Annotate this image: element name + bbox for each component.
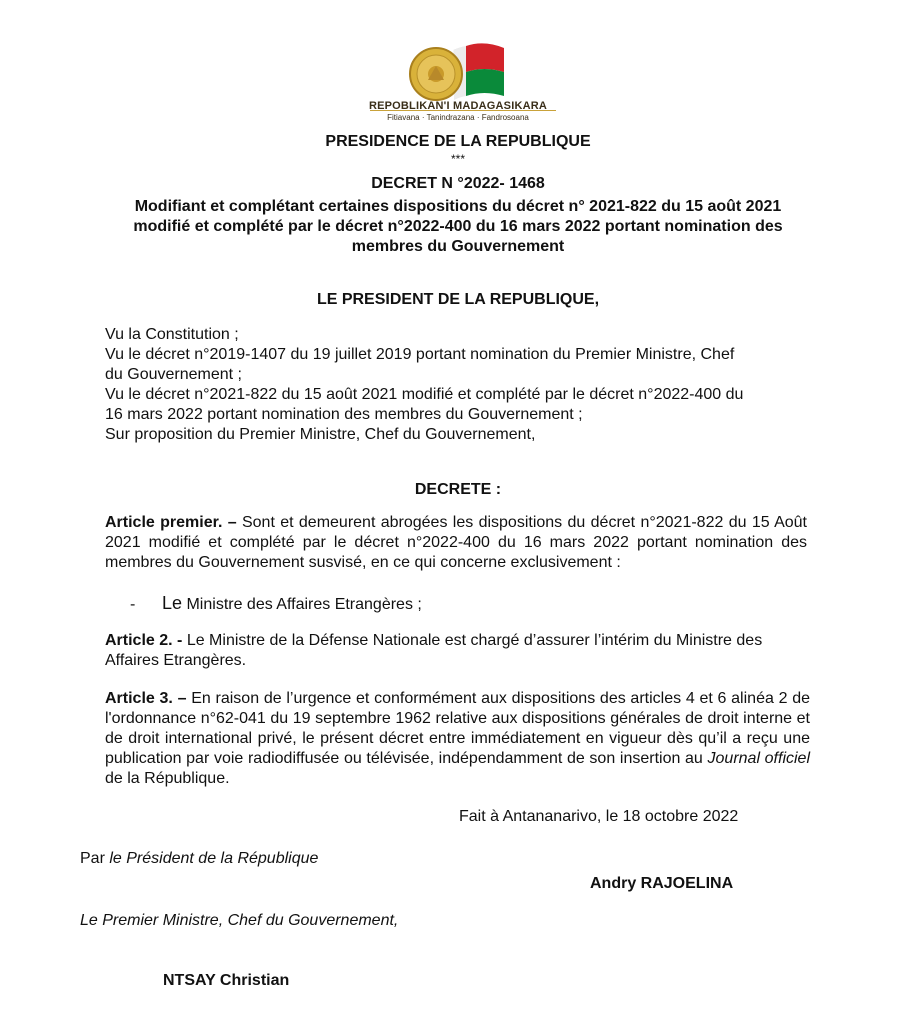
list-item-first-word: Le: [162, 593, 183, 613]
article-3-text: En raison de l’urgence et conformément aux dispositions des articles 4 et 6 alinéa 2 de l'ordonnance n°62-041 du 19 septembre 1962 relative aux dispositions générales de droit interne et de droit international privé, le présent décret entre immédiatement en vigueur dès qu’il a reçu une publication par voie radiodiffusée ou télévisée, indépendamment de son insertion au: [105, 690, 811, 767]
article-3: [105, 689, 810, 789]
visa-line: Vu le décret n°2021-822 du 15 août 2021 modifié et complété par le décret n°2022-400 du: [105, 386, 744, 403]
emblem-motto: Fitiavana · Tanindrazana · Fandrosoana: [387, 113, 529, 122]
article-2-text: Le Ministre de la Défense Nationale est chargé d’assurer l’intérim du Ministre des Affaires Etrangères.: [105, 632, 763, 669]
pm-name: NTSAY Christian: [163, 972, 290, 989]
subtitle-line-3: membres du Gouvernement: [351, 238, 565, 255]
decret-number: DECRET N °2022- 1468: [371, 175, 545, 192]
list-item-text: Ministre des Affaires Etrangères ;: [182, 596, 422, 613]
subtitle-line-2: modifié et complété par le décret n°2022-400 du 16 mars 2022 portant nomination des: [133, 218, 783, 235]
visa-line: du Gouvernement ;: [105, 366, 242, 383]
emblem-name: REPOBLIKAN'I MADAGASIKARA: [368, 100, 548, 112]
le-president-heading: LE PRESIDENT DE LA REPUBLIQUE,: [316, 291, 600, 308]
president-name: Andry RAJOELINA: [590, 875, 734, 892]
gold-seal-icon: [410, 48, 462, 100]
visa-line: Vu le décret n°2019-1407 du 19 juillet 2019 portant nomination du Premier Ministre, Chef: [105, 346, 735, 363]
article-3-tail: de la République.: [105, 770, 230, 787]
list-dash: -: [130, 596, 136, 613]
visas-block: [105, 325, 805, 445]
journal-officiel: Journal officiel: [707, 750, 811, 767]
visa-line: Vu la Constitution ;: [105, 326, 239, 343]
article-3-label: Article 3. –: [105, 690, 187, 707]
article-1-list-item: [130, 593, 422, 614]
presidence-heading: PRESIDENCE DE LA REPUBLIQUE: [325, 133, 591, 150]
visa-line: Sur proposition du Premier Ministre, Chef du Gouvernement,: [105, 426, 536, 443]
decret-subtitle: [0, 197, 916, 257]
article-2-label: Article 2. -: [105, 632, 183, 649]
par-title: le Président de la République: [109, 850, 319, 867]
separator-stars: ***: [450, 152, 465, 166]
subtitle-line-1: Modifiant et complétant certaines dispositions du décret n° 2021-822 du 15 août 2021: [134, 198, 782, 215]
article-1-text: Sont et demeurent abrogées les dispositions du décret n°2021-822 du 15 Août 2021 modifié et complété par le décret n°2022-400 du 16 mars 2022 portant nomination des membres du Gouvernement susvisé, en ce qui concerne exclusivement :: [105, 514, 807, 571]
par-president: [80, 850, 318, 868]
decrete-heading: DECRETE :: [414, 481, 502, 498]
place-date: Fait à Antananarivo, le 18 octobre 2022: [459, 808, 739, 825]
article-1-label: Article premier. –: [105, 514, 237, 531]
par-prefix: Par: [80, 850, 105, 867]
visa-line: 16 mars 2022 portant nomination des membres du Gouvernement ;: [105, 406, 583, 423]
article-1: [105, 513, 807, 573]
article-2: [105, 631, 810, 671]
pm-title: Le Premier Ministre, Chef du Gouvernement,: [80, 912, 399, 929]
